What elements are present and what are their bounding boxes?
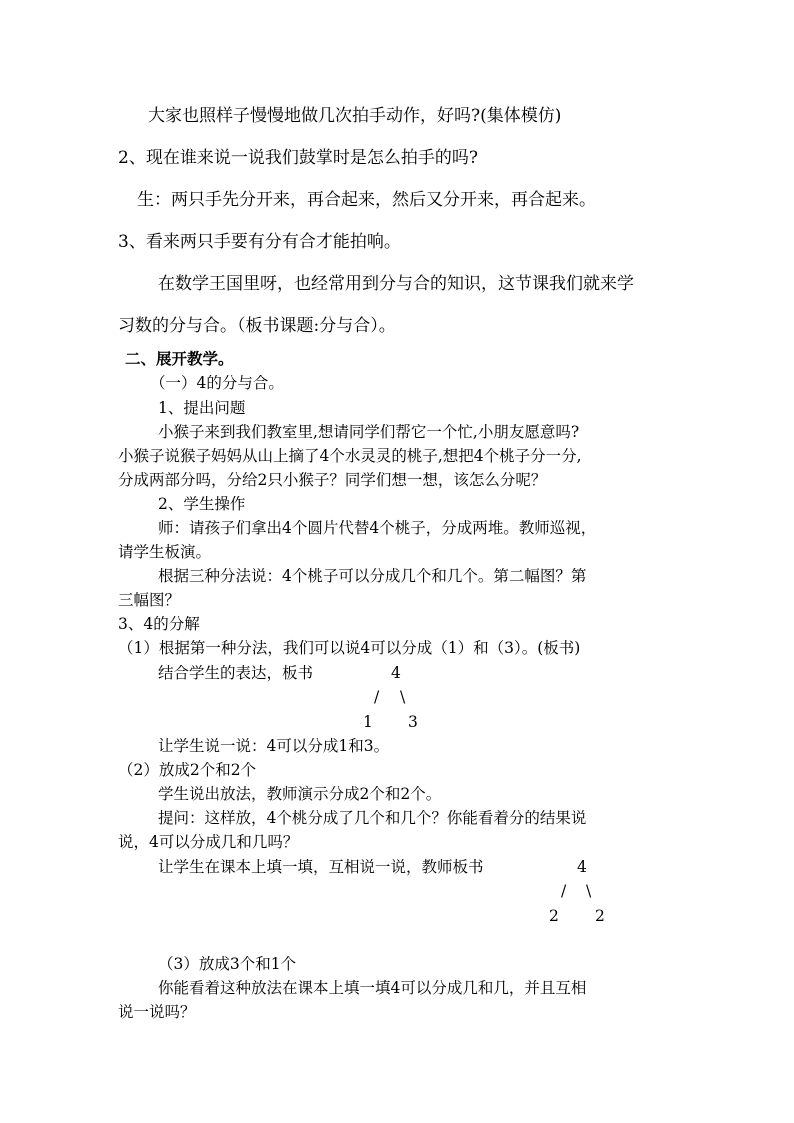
diagram-left-branch: / (374, 688, 380, 706)
diagram-total: 4 (577, 858, 587, 876)
step-heading: 1、提出问题 (158, 399, 246, 417)
diagram-left-branch: / (561, 882, 567, 900)
diagram-left-part: 1 (363, 713, 373, 731)
paragraph-line: 让学生说一说：4可以分成1和3。 (158, 737, 390, 755)
paragraph-line: 根据三种分法说：4个桃子可以分成几个和几个。第二幅图？第 (158, 567, 587, 585)
step-heading: 3、4的分解 (118, 615, 200, 633)
paragraph-line: 师：请孩子们拿出4个圆片代替4个桃子，分成两堆。教师巡视， (158, 519, 597, 537)
subsection-heading: （一）4的分与合。 (150, 374, 284, 392)
paragraph-line: 三幅图？ (118, 591, 181, 609)
paragraph-line: 说一说吗？ (118, 1003, 196, 1021)
paragraph-line: 学生说出放法，教师演示分成2个和2个。 (158, 785, 442, 803)
diagram-right-part: 2 (595, 907, 605, 925)
paragraph-line: 习数的分与合。（板书课题:分与合）。 (118, 316, 396, 336)
paragraph-line: 小猴子来到我们教室里,想请同学们帮它一个忙,小朋友愿意吗? (158, 423, 580, 441)
paragraph-line: 生：两只手先分开来，再合起来，然后又分开来，再合起来。 (137, 190, 596, 210)
step-heading: （3）放成3个和1个 (158, 955, 297, 973)
paragraph-line: 提问：这样放，4个桃分成了几个和几个？你能看着分的结果说 (158, 809, 587, 827)
diagram-right-branch: \ (400, 688, 406, 706)
diagram-left-part: 2 (549, 907, 559, 925)
paragraph-line: 让学生在课本上填一填，互相说一说，教师板书 (158, 858, 484, 876)
diagram-right-branch: \ (586, 882, 592, 900)
paragraph-line: 在数学王国里呀，也经常用到分与合的知识，这节课我们就来学 (158, 274, 634, 294)
step-heading: （2）放成2个和2个 (118, 761, 257, 779)
paragraph-line: 2、现在谁来说一说我们鼓掌时是怎么拍手的吗? (118, 148, 478, 168)
paragraph-line: 结合学生的表达，板书 (158, 664, 314, 682)
step-heading: 2、学生操作 (158, 495, 246, 513)
paragraph-line: （1）根据第一种分法，我们可以说4可以分成（1）和（3）。(板书) (118, 639, 581, 657)
diagram-right-part: 3 (408, 713, 418, 731)
paragraph-line: 你能看着这种放法在课本上填一填4可以分成几和几，并且互相 (158, 979, 587, 997)
paragraph-line: 3、看来两只手要有分有合才能拍响。 (118, 232, 401, 252)
paragraph-line: 大家也照样子慢慢地做几次拍手动作，好吗?(集体模仿) (148, 106, 562, 126)
paragraph-line: 说，4可以分成几和几吗？ (118, 833, 299, 851)
paragraph-line: 分成两部分吗，分给2只小猴子？同学们想一想，该怎么分呢？ (118, 471, 547, 489)
section-heading: 二、展开教学。 (125, 349, 234, 368)
paragraph-line: 请学生板演。 (118, 543, 212, 561)
diagram-total: 4 (391, 664, 401, 682)
paragraph-line: 小猴子说猴子妈妈从山上摘了4个水灵灵的桃子,想把4个桃子分一分, (118, 447, 582, 465)
